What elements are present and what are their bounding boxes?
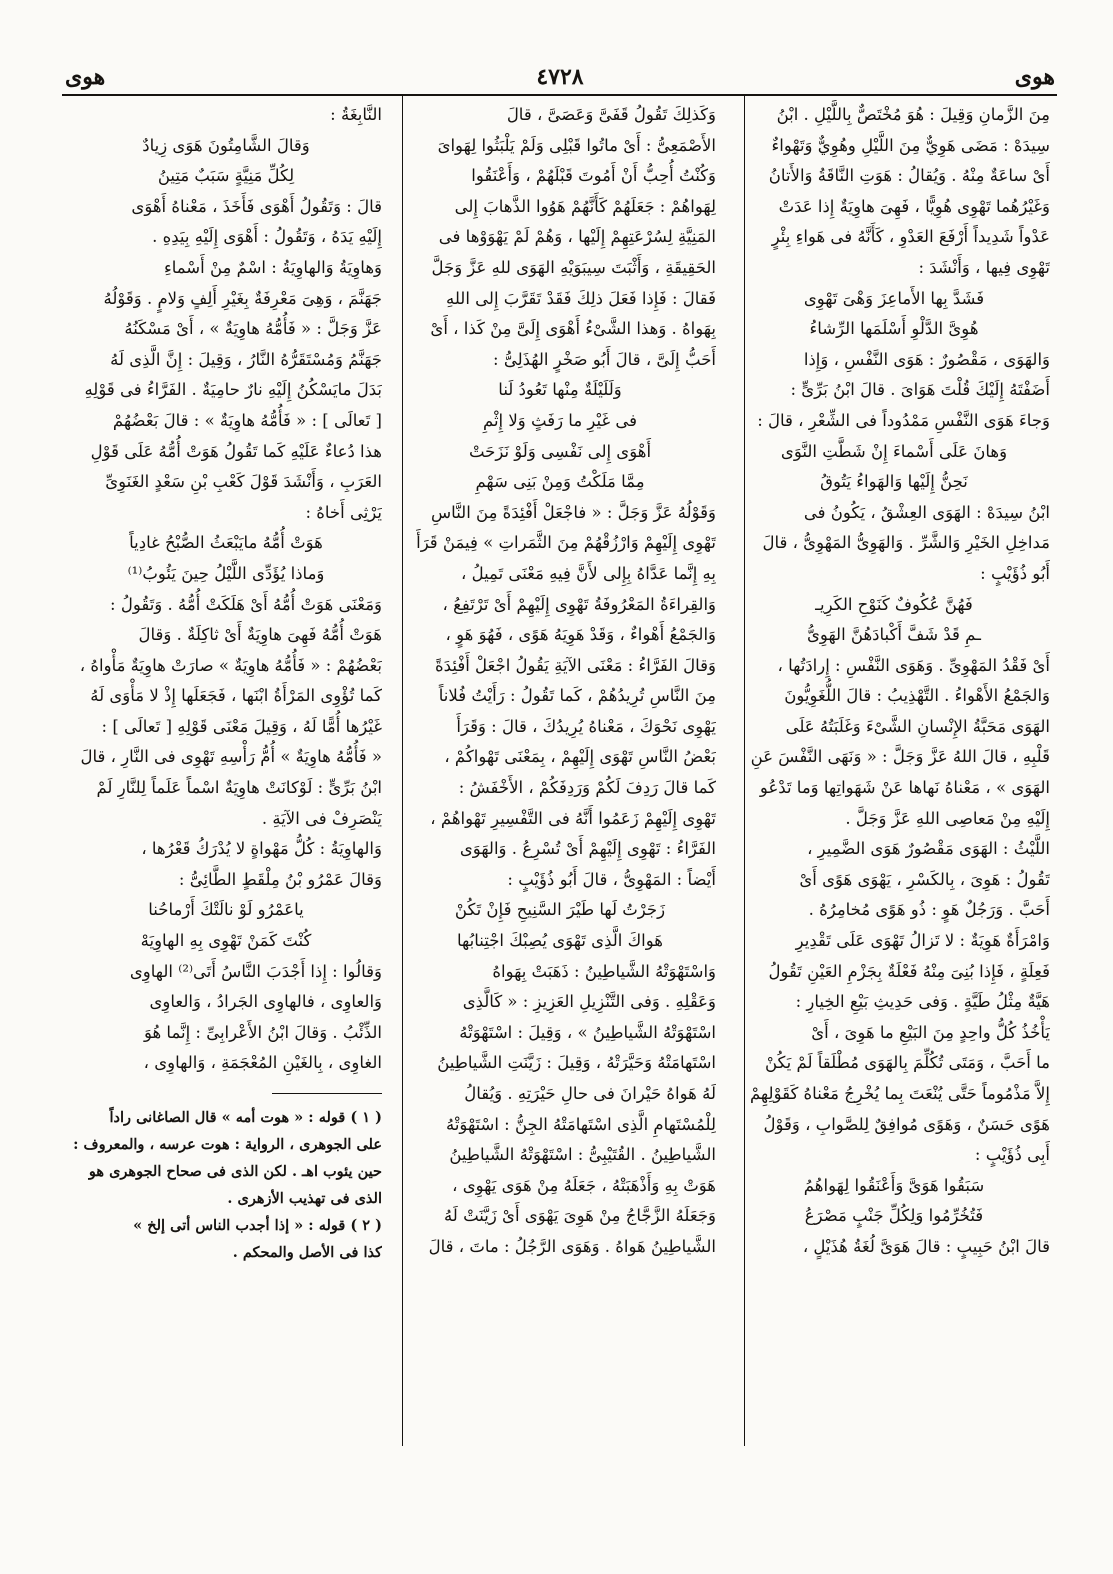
text-line: الأَصْمَعِىُّ : أَىْ ماتُوا قَبْلِى وَلَمْ يَلْبَثُوا لِهَواىَ (437, 135, 716, 155)
column-left (70, 100, 382, 1540)
verse-line: زَجَرْتُ لَها طَيْرَ السَّنِيحِ فَإِنْ تَكُنْ (454, 900, 666, 920)
text-line: أَبِى ذُؤَيْبٍ : (974, 1145, 1050, 1165)
text-line: تَهْوِى إِلَيْهِمْ وَارْزُقْهُمْ مِنَ الثَّمَراتِ » فِيمَنْ قَرَأَ (416, 533, 716, 553)
verse-line: مِمَّا مَلَكْتُ وَمِنْ بَنِى سَهْمِ (475, 472, 645, 492)
verse-line: فَشَدَّ بِها الأَماعِزَ وَهْىَ تَهْوِى (803, 288, 985, 308)
footnote-line: حين يئوب اهـ . لكن الذى فى صحاح الجوهرى هو (88, 1163, 382, 1180)
verse-line: ياعَمْرُو لَوْ نالَتْكَ أَرْماحُنا (148, 900, 304, 920)
footnote-line: على الجوهرى ، الرواية : هوت عرسه ، والمعروف : (73, 1136, 382, 1153)
text-line: ما أَحَبَّ ، وَمَتَى تُكُلِّمَ بِالهَوَى مُطْلَقاً لَمْ يَكُنْ (765, 1053, 1050, 1073)
text-line: قالَ : وَتَقُولُ أَهْوَى فَأَخَذَ ، مَعْناهُ أَهْوَى (131, 196, 382, 216)
text-line: اسْتَهامَتْهُ وَحَيَّرَتْهُ ، وَقِيلَ : زَيَّنَتِ الشَّياطِينُ (437, 1053, 716, 1073)
text-line: أَيْضاً : المَهْوِىُّ ، قالَ أَبُو ذُؤَيْبٍ : (507, 869, 716, 889)
verse-line: كُنْتَ كَمَنْ تَهْوِى بِهِ الهاوِيَهْ (140, 931, 312, 951)
footnotes (70, 1104, 382, 1266)
text-line: تَقُولُ : هَوِىَ ، بِالكَسْرِ ، يَهْوَى هَوًى أَىْ (799, 869, 1050, 889)
text-line: هذا دُعاءٌ عَلَيْهِ كَما تَقُولُ هَوَتْ أُمُّهُ عَلَى قَوْلِ (90, 441, 382, 461)
text-line: العَرَبِ ، وَأَنْشَدَ قَوْلَ كَعْبِ بْنِ سَعْدٍ الغَنَوِىِّ (105, 472, 382, 492)
text-line: وَامْرَأَةٌ هَوِيَةٌ : لا تَزالُ تَهْوَى عَلَى تَقْدِيرِ (795, 931, 1050, 951)
column-right (738, 100, 1050, 1540)
text-line: وَقالَ الفَرَّاءُ : مَعْنَى الآيَةِ يَقُولُ اجْعَلْ أَفْئِدَةً (435, 655, 716, 675)
text-line: فَعِلَةٍ ، فَإِذا بُنِىَ مِنْهُ فَعْلَةٌ بِجَزْمِ العَيْنِ تَقُولُ (768, 961, 1050, 981)
text-line: أَبُو ذُؤَيْبٍ : (980, 563, 1050, 583)
text-line: الفَرَّاءُ : تَهْوِى إِلَيْهِمْ أَىْ تُسْرِعُ . وَالهَوَى (459, 839, 716, 859)
text-line: لَهُ هَواهُ حَيْرانَ فى حالِ حَيْرَتِهِ . وَيُقالُ (464, 1084, 716, 1103)
text-line: هَيَّةٌ مِثْلُ طَيَّةٍ . وَفى حَدِيثِ بَيْعِ الخِيارِ : (795, 992, 1050, 1012)
text-line: وَالجَمْعُ الأَهْواءُ . التَّهْذِيبُ : قالَ اللُّغَوِيُّونَ (784, 686, 1050, 706)
text-line: [ تَعالَى ] : « فَأُمُّهُ هاوِيَةٌ » : قالَ بَعْضُهُمْ (112, 410, 382, 430)
text-line: إِلَيْهِ يَدَهُ ، وَتَقُولُ : أَهْوَى إِلَيْهِ بِيَدِهِ . (152, 227, 382, 247)
text-line: يَرْثِى أَخاهُ : (305, 502, 382, 522)
verse-line: نَحِنُّ إِلَيْها وَالهَواءُ يَتُوقُ (820, 472, 968, 492)
text-line: مِنَ النَّاسِ تُرِيدُهُمْ ، كَما تَقُولُ : رَأَيْتُ فُلاناً (438, 686, 716, 706)
text-line: مَداخِلِ الخَيْرِ وَالشَّرِّ . وَالهَوِىُّ المَهْوِىُّ ، قالَ (762, 533, 1050, 553)
header-right-word: هوى (1014, 64, 1055, 90)
verse-line: وَقالَ الشَّامِتُونَ هَوَى زِيادٌ (142, 135, 310, 155)
text-line: فَقالَ : فَإِذا فَعَلَ ذلِكَ فَقَدْ تَقَرَّبَ إِلى اللهِ (446, 288, 716, 308)
text-line: أَحَبَّ . وَرَجُلٌ هَوٍ : ذُو هَوًى مُخامِرُهُ . (808, 900, 1050, 920)
verse-line: سَبَقُوا هَوَىَّ وَأَعْنَقُوا لِهَواهُمُ (803, 1175, 985, 1195)
text-line: بَعْضُ النَّاسِ تَهْوَى إِلَيْهِمْ ، بِمَعْنَى تَهْواكُمْ ، (444, 747, 716, 767)
text-line: جَهَنَّمَ ، وَهِىَ مَعْرِفَةٌ بِغَيْرِ أَلِفٍ وَلامٍ . وَقَوْلُهُ (103, 288, 382, 308)
verse-line: فَتُخُرِّمُوا وَلِكُلِّ جَنْبٍ مَصْرَعُ (804, 1206, 984, 1226)
text-line: هَوَتْ بِهِ وَأَذْهَبَتْهُ ، جَعَلَهُ مِنْ هَوَى يَهْوِى ، (452, 1175, 716, 1195)
text-line: وَاسْتَهْوَتْهُ الشَّياطِينُ : ذَهَبَتْ بِهَواهُ (492, 961, 716, 981)
text-line: الشَّياطِينُ . القُتَيْبِىُّ : اسْتَهْوَتْهُ الشَّياطِينُ (449, 1145, 716, 1165)
footnote-line: ( ٢ ) قوله : « إذا أجدب الناس أتى إلخ » (133, 1217, 382, 1234)
text-line: كَما قالَ رَدِفَ لَكُمْ وَرَدِفَكُمْ ، الأَخْفَشُ : (458, 778, 716, 798)
footnote-line: الذى فى تهذيب الأزهرى . (227, 1190, 382, 1207)
text-line: الغاوِى ، بِالغَيْنِ المُعْجَمَةِ ، وَالهاوِى ، (143, 1053, 382, 1073)
text-line: وَالهاوِيَةُ : كُلُّ مَهْواةٍ لا يُدْرَكُ قَعْرُها ، (141, 839, 382, 859)
verse-line: وَهانَ عَلَى أَسْماءَ إِنْ شَطَّتِ النَّوَى (780, 441, 1008, 461)
verse-line: لِكُلِّ مَنِيَّةٍ سَبَبٌ مَتِينُ (157, 166, 295, 186)
text-line: إِلاَّ مَذْمُوماً حَتَّى يُنْعَتَ بِما يُخْرِجُ مَعْناهُ كَقَوْلِهِمْ (749, 1084, 1050, 1103)
text-line: لِهَواهُمْ : جَعَلَهُمْ كَأَنَّهُمْ هَوُوا الذَّهابَ إِلى (454, 196, 716, 216)
text-line: يَنْصَرِفْ فى الآيَةِ . (261, 808, 382, 828)
text-line: تَهْوِى إِلَيْهِمْ زَعَمُوا أَنَّهُ فى التَّفْسِيرِ تَهْواهُمْ ، (430, 808, 716, 828)
text-line: وَعَقْلِهِ . وَفى التَّنْزِيلِ العَزِيزِ : « كَالَّذِى (462, 992, 716, 1012)
text-line: قالَ ابْنُ حَبِيبٍ : قالَ هَوَىَّ لُغَةُ هُذَيْلٍ ، (802, 1236, 1050, 1256)
text-line: يَهْوِى نَحْوَكَ ، مَعْناهُ يُرِيدُكَ ، قالَ : وَقَرَأَ (456, 716, 716, 736)
text-line: ابْنُ سِيدَهْ : الهَوَى العِشْقُ ، يَكُونُ فى (803, 502, 1050, 522)
text-line: وَمَعْنَى هَوَتْ أُمُّهُ أَىْ هَلَكَتْ أُمُّهُ . وَتَقُولُ : (110, 594, 382, 614)
verse-line: هَواكَ الَّذِى تَهْوَى يُصِبْكَ اجْتِنابُها (457, 931, 663, 951)
column-middle (404, 100, 716, 1540)
verse-line: وَلَلَيْلَةٌ مِنْها تَعُودُ لَنا (498, 380, 622, 400)
text-line: وَكُنْتُ أُحِبُّ أَنْ أَمُوتَ قَبْلَهُمْ ، وَأَعْنَقُوا (471, 166, 716, 186)
text-line: الهَوَى مَحَبَّةُ الإِنْسانِ الشَّىْءَ وَغَلَبَتُهُ عَلَى (785, 716, 1050, 736)
text-line: لِلْمُسْتَهامِ الَّذِى اسْتَهامَتْهُ الجِنُّ : اسْتَهْوَتْهُ (445, 1114, 716, 1134)
verse-line: وَماذا يُؤَدِّى اللَّيْلُ حِينَ يَئُوبُ⁽¹⁾ (127, 563, 325, 583)
footnote-line: كذا فى الأصل والمحكم . (232, 1244, 382, 1261)
text-line: يَأْخُذُ كُلُّ واحِدٍ مِنَ البَيْعِ ما هَوِىَ ، أَىْ (811, 1022, 1050, 1042)
text-line: أَضَفْتَهُ إِلَيْكَ قُلْتَ هَوَاىَ . قالَ ابْنُ بَرِّىٍّ : (790, 380, 1050, 400)
text-line: الهَوَى » ، مَعْناهُ نَهاها عَنْ شَهَواتِها وَما تَدْعُو (759, 778, 1050, 798)
column-left-body (70, 100, 382, 1079)
text-line: قَلْبِهِ ، قالَ اللهُ عَزَّ وَجَلَّ : « وَنَهَى النَّفْسَ عَنِ (750, 747, 1050, 767)
text-line: أَحَبُّ إِلَىَّ ، قالَ أَبُو صَخْرٍ الهُذَلِىُّ : (493, 349, 716, 369)
text-line: وَالهَوَى ، مَقْصُورٌ : هَوَى النَّفْسِ ، وَإِذا (803, 349, 1050, 369)
text-line: الذِّئْبُ . وَقالَ ابْنُ الأَعْرابِىِّ : إِنَّما هُوَ (143, 1022, 382, 1042)
page-number: ٤٧٢٨ (536, 64, 584, 90)
text-line: أَىْ ساعَةٌ مِنْهُ . وَيُقالُ : هَوَتِ النَّاقَةُ وَالأَتانُ (768, 166, 1050, 186)
text-line: وَقالُوا : إِذا أَجْدَبَ النَّاسُ أَتَى⁽²⁾ الهاوِى (129, 961, 382, 981)
verse-line: فى غَيْرِ ما رَفَثٍ وَلا إِثْمِ (482, 410, 638, 430)
footnote-line: ( ١ ) قوله : « هوت أمه » قال الصاغانى راداً (109, 1109, 382, 1126)
text-line: بَدَلَ مايَسْكُنُ إِلَيْهِ نارٌ حامِيَةٌ . الفَرَّاءُ فى قَوْلِهِ (84, 380, 382, 400)
text-line: مِنَ الزَّمانِ وَقِيلَ : هُوَ مُخْتَصٌّ بِاللَّيْلِ . ابْنُ (776, 105, 1050, 124)
text-line: « فَأُمُّهُ هاوِيَةٌ » أُمُّ رَأْسِهِ تَهْوِى فى النَّارِ ، قالَ (80, 747, 382, 767)
text-line: هَوًى حَسَنٌ ، وَهَوًى مُوافِقٌ لِلصَّوابِ ، وَقَوْلُ (763, 1114, 1050, 1134)
verse-line: أَهْوَى إِلى نَفْسِى وَلَوْ نَزَحَتْ (468, 441, 652, 461)
text-line: وَهاوِيَةُ وَالهاوِيَةُ : اسْمٌ مِنْ أَسْماءِ (163, 257, 382, 277)
verse-line: ـمِ قَدْ شَفَّ أَكْبادَهُنَّ الهَوِىُّ (807, 625, 981, 645)
text-columns (70, 100, 1050, 1540)
verse-line: هَوَتْ أُمُّهُ مايَبْعَثُ الصُّبْحُ غادِياً (129, 533, 323, 553)
text-line: وَكَذلِكَ تَقُولُ قَفَىَّ وَعَصَىَّ ، قالَ (506, 105, 716, 124)
text-line: جَهَنَّمُ وَمُسْتَقَرُّهُ النَّارُ ، وَقِيلَ : إِنَّ الَّذِى لَهُ (110, 349, 382, 369)
text-line: النَّابِغَةُ : (330, 105, 382, 124)
header-left-word: هوى (65, 64, 106, 90)
text-line: وَغَيْرُهُما تَهْوِى هُوِيًّا ، فَهِىَ هاوِيَةٌ إِذا عَدَتْ (778, 196, 1050, 216)
page-header (65, 60, 1055, 94)
text-line: تَهْوِى فِيها ، وَأَنْشَدَ : (918, 257, 1050, 277)
text-line: غَيْرُها أُمًّا لَهُ ، وَقِيلَ مَعْنَى قَوْلِهِ [ تَعالَى ] : (101, 716, 382, 736)
text-line: كَما تُؤْوِى المَرْأَةُ ابْنَها ، فَجَعَلَها إِذْ لا مَأْوَى لَهُ (90, 686, 382, 706)
header-rule (62, 94, 1057, 96)
text-line: هَوَتْ أُمُّهُ فَهِىَ هاوِيَةٌ أَىْ ثاكِلَةٌ . وَقالَ (138, 625, 382, 645)
text-line: ابْنُ بَرِّىٍّ : لَوْكانَتْ هاوِيَةٌ اسْماً عَلَماً لِلنَّارِ لَمْ (96, 778, 382, 798)
text-line: عَدْواً شَدِيداً أَرْفَعَ العَدْوِ ، كَأَنَّهُ فى هَواءِ بِئْرٍ (771, 227, 1050, 247)
text-line: اللَّيْثُ : الهَوَى مَقْصُورٌ هَوَى الضَّمِيرِ ، (807, 839, 1050, 859)
text-line: بَعْضُهُمْ : « فَأُمُّهُ هاوِيَةٌ » صارَتْ هاوِيَةٌ مَأْواهُ ، (79, 655, 382, 675)
text-line: اسْتَهْوَتْهُ الشَّياطِينُ » ، وَقِيلَ : اسْتَهْوَتْهُ (459, 1022, 716, 1042)
text-line: وَالجَمْعُ أَهْواءٌ ، وَقَدْ هَوِيَهُ هَوًى ، فَهُوَ هَوٍ ، (445, 625, 716, 645)
footnote-rule (272, 1093, 382, 1094)
text-line: عَزَّ وَجَلَّ : « فَأُمُّهُ هاوِيَةٌ » ، أَىْ مَسْكَنُهُ (124, 319, 382, 339)
text-line: أَىْ فَقْدُ المَهْوِىِّ . وَهَوَى النَّفْسِ : إِرادَتُها ، (777, 655, 1050, 675)
verse-line: فَهُنَّ عُكُوفٌ كَنَوْحِ الكَرِيـ (815, 594, 973, 614)
text-line: وَالعاوِى ، فالهاوِى الجَرادُ ، وَالعاوِى (149, 992, 382, 1012)
text-line: وَجَعَلَهُ الزَّجَّاجُ مِنْ هَوِىَ يَهْوَى أَىْ زَيَّنَتْ لَهُ (443, 1206, 716, 1226)
text-line: إِلَيْهِ مِنْ مَعاصِى اللهِ عَزَّ وَجَلَّ . (845, 808, 1050, 828)
text-line: بِهِ إِنَّما عَدَّاهُ بِإِلى لأَنَّ فِيهِ مَعْنَى تَمِيلُ ، (461, 563, 716, 583)
text-line: وَالقِراءَةُ المَعْرُوفَةُ تَهْوِى إِلَيْهِمْ أَىْ تَرْتَفِعُ ، (442, 594, 716, 614)
text-line: الحَقِيقَةِ ، وَأَثْبَتَ سِيبَوَيْهِ الهَوَى للهِ عَزَّ وَجَلَّ (431, 257, 716, 277)
text-line: المَنِيَّةِ لِسُرْعَتِهِمْ إِلَيْها ، وَهُمْ لَمْ يَهْوَوْها فى (438, 227, 716, 247)
text-line: سِيدَهْ : مَضَى هَوِيٌّ مِنَ اللَّيْلِ وهُوِيٌّ وَتَهْواءٌ (771, 135, 1050, 155)
text-line: وَقَوْلُهُ عَزَّ وَجَلَّ : « فاجْعَلْ أَفْئِدَةً مِنَ النَّاسِ (431, 502, 716, 522)
verse-line: هُوِىَّ الدَّلْوِ أَسْلَمَها الرِّشاءُ (809, 319, 979, 339)
text-line: وَقالَ عَمْرُو بْنُ مِلْقَطٍ الطَّائِىُّ : (178, 869, 382, 889)
text-line: بِهَواهُ . وَهذا الشَّىْءُ أَهْوَى إِلَىَّ مِنْ كَذا ، أَىْ (430, 319, 716, 339)
text-line: الشَّياطِينُ هَواهُ . وَهَوَى الرَّجُلُ : ماتَ ، قالَ (428, 1236, 716, 1256)
text-line: وَجاءَ هَوَى النَّفْسِ مَمْدُوداً فى الشِّعْرِ ، قالَ : (757, 410, 1050, 430)
